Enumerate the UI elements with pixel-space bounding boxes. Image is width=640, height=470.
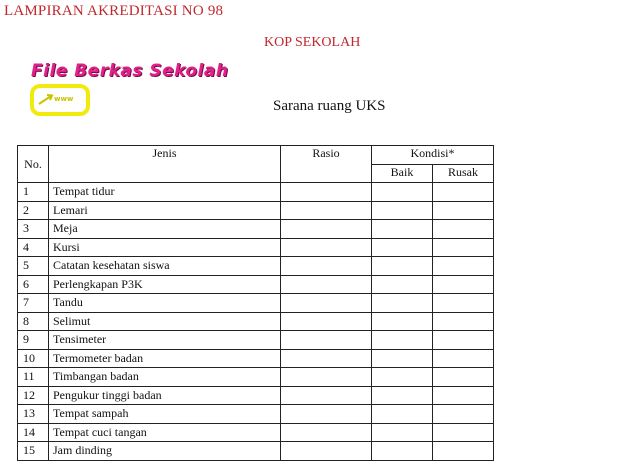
- row-baik: [372, 386, 433, 405]
- row-baik: [372, 368, 433, 387]
- row-rasio: [281, 257, 372, 276]
- table-row: [18, 294, 494, 313]
- row-rasio: [281, 349, 372, 368]
- table-row: [18, 275, 494, 294]
- document-title: Sarana ruang UKS: [273, 98, 386, 114]
- table-row: [18, 423, 494, 442]
- row-jenis: Pengukur tinggi badan: [49, 386, 281, 405]
- column-header-baik: Baik: [372, 164, 433, 183]
- row-baik: [372, 201, 433, 220]
- row-rusak: [433, 238, 494, 257]
- row-jenis: Jam dinding: [49, 442, 281, 461]
- row-jenis: Termometer badan: [49, 349, 281, 368]
- row-rusak: [433, 423, 494, 442]
- row-jenis: Timbangan badan: [49, 368, 281, 387]
- row-rasio: [281, 368, 372, 387]
- row-jenis: Catatan kesehatan siswa: [49, 257, 281, 276]
- column-header-rasio: Rasio: [281, 146, 372, 183]
- row-number: 14: [18, 423, 49, 442]
- table-row: [18, 257, 494, 276]
- row-rasio: [281, 220, 372, 239]
- row-rusak: [433, 201, 494, 220]
- column-header-jenis: Jenis: [49, 146, 281, 183]
- row-baik: [372, 238, 433, 257]
- row-baik: [372, 257, 433, 276]
- row-jenis: Tempat tidur: [49, 183, 281, 202]
- row-rusak: [433, 331, 494, 350]
- row-baik: [372, 331, 433, 350]
- row-jenis: Lemari: [49, 201, 281, 220]
- row-jenis: Perlengkapan P3K: [49, 275, 281, 294]
- table-row: [18, 442, 494, 461]
- row-jenis: Tandu: [49, 294, 281, 313]
- document-header-title: LAMPIRAN AKREDITASI NO 98: [4, 3, 224, 19]
- row-baik: [372, 405, 433, 424]
- table-row: [18, 386, 494, 405]
- row-rasio: [281, 442, 372, 461]
- row-number: 3: [18, 220, 49, 239]
- row-number: 13: [18, 405, 49, 424]
- school-letterhead-placeholder: KOP SEKOLAH: [264, 35, 361, 50]
- row-number: 10: [18, 349, 49, 368]
- row-rasio: [281, 294, 372, 313]
- row-number: 7: [18, 294, 49, 313]
- row-baik: [372, 349, 433, 368]
- table-row: [18, 368, 494, 387]
- row-rasio: [281, 405, 372, 424]
- column-header-no: No.: [18, 146, 49, 183]
- row-rusak: [433, 405, 494, 424]
- row-rasio: [281, 183, 372, 202]
- row-baik: [372, 442, 433, 461]
- row-number: 11: [18, 368, 49, 387]
- table-row: [18, 220, 494, 239]
- row-rusak: [433, 442, 494, 461]
- row-jenis: Tempat cuci tangan: [49, 423, 281, 442]
- row-baik: [372, 294, 433, 313]
- row-rusak: [433, 257, 494, 276]
- table-row: [18, 183, 494, 202]
- row-jenis: Selimut: [49, 312, 281, 331]
- row-rusak: [433, 312, 494, 331]
- row-rasio: [281, 423, 372, 442]
- row-jenis: Meja: [49, 220, 281, 239]
- row-rusak: [433, 275, 494, 294]
- row-baik: [372, 183, 433, 202]
- row-rusak: [433, 183, 494, 202]
- row-rusak: [433, 386, 494, 405]
- column-header-kondisi: Kondisi*: [372, 146, 494, 165]
- row-rasio: [281, 312, 372, 331]
- row-jenis: Kursi: [49, 238, 281, 257]
- table-row: [18, 201, 494, 220]
- row-rasio: [281, 386, 372, 405]
- row-number: 1: [18, 183, 49, 202]
- row-number: 4: [18, 238, 49, 257]
- row-rasio: [281, 275, 372, 294]
- row-baik: [372, 275, 433, 294]
- row-number: 9: [18, 331, 49, 350]
- row-rusak: [433, 349, 494, 368]
- row-rusak: [433, 294, 494, 313]
- watermark-logo: [30, 84, 90, 116]
- row-number: 5: [18, 257, 49, 276]
- row-baik: [372, 220, 433, 239]
- row-rasio: [281, 238, 372, 257]
- row-number: 15: [18, 442, 49, 461]
- row-rusak: [433, 368, 494, 387]
- row-number: 6: [18, 275, 49, 294]
- logo-www-text: www: [54, 95, 74, 103]
- column-header-rusak: Rusak: [433, 164, 494, 183]
- table-row: [18, 349, 494, 368]
- table-row: [18, 331, 494, 350]
- table-row: [18, 312, 494, 331]
- row-rusak: [433, 220, 494, 239]
- row-number: 12: [18, 386, 49, 405]
- table-row: [18, 405, 494, 424]
- row-baik: [372, 312, 433, 331]
- row-baik: [372, 423, 433, 442]
- row-rasio: [281, 331, 372, 350]
- row-rasio: [281, 201, 372, 220]
- watermark-text: File Berkas Sekolah: [31, 61, 229, 81]
- row-jenis: Tensimeter: [49, 331, 281, 350]
- row-number: 2: [18, 201, 49, 220]
- row-number: 8: [18, 312, 49, 331]
- facilities-table: [17, 145, 494, 461]
- row-jenis: Tempat sampah: [49, 405, 281, 424]
- table-row: [18, 238, 494, 257]
